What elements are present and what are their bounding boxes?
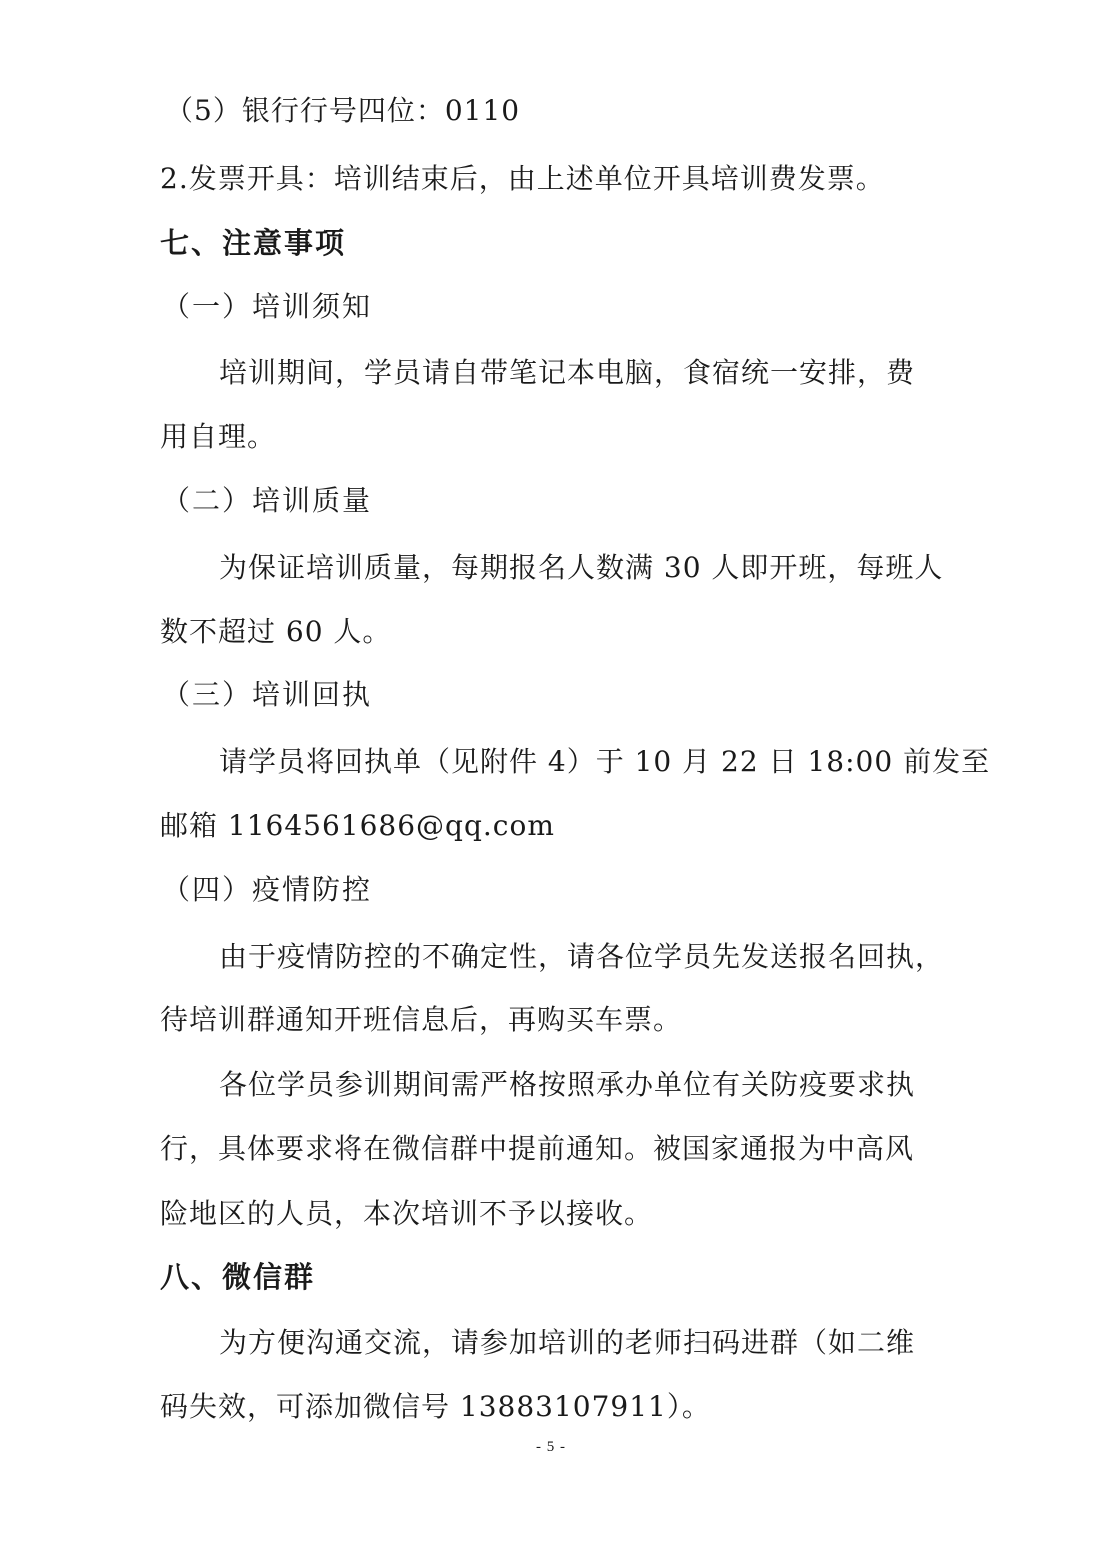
section-7-heading: 七、注意事项 (160, 226, 347, 260)
sub-4-paragraph-line: 待培训群通知开班信息后，再购买车票。 (160, 1003, 683, 1036)
section-8-paragraph-line: 码失效，可添加微信号 13883107911）。 (160, 1390, 711, 1423)
invoice-line: 2.发票开具：培训结束后，由上述单位开具培训费发票。 (160, 162, 885, 195)
sub-4-paragraph-line: 各位学员参训期间需严格按照承办单位有关防疫要求执 (219, 1068, 916, 1101)
sub-2-paragraph-line: 为保证培训质量，每期报名人数满 30 人即开班，每班人 (219, 551, 944, 584)
sub-2-heading: （二）培训质量 (162, 484, 373, 517)
sub-2-paragraph-line: 数不超过 60 人。 (160, 615, 392, 648)
sub-3-email-line: 邮箱 1164561686@qq.com (160, 809, 555, 842)
page-number: - 5 - (536, 1439, 566, 1455)
sub-4-paragraph-line: 由于疫情防控的不确定性，请各位学员先发送报名回执， (219, 940, 945, 973)
sub-1-paragraph-line: 用自理。 (160, 420, 277, 453)
sub-3-heading: （三）培训回执 (162, 678, 373, 711)
sub-4-heading: （四）疫情防控 (162, 873, 373, 906)
sub-1-heading: （一）培训须知 (162, 290, 373, 323)
sub-1-paragraph-line: 培训期间，学员请自带笔记本电脑，食宿统一安排，费 (219, 356, 916, 389)
bank-code-line: （5）银行行号四位：0110 (165, 94, 521, 127)
sub-3-paragraph-line: 请学员将回执单（见附件 4）于 10 月 22 日 18:00 前发至 (219, 745, 991, 778)
section-8-paragraph-line: 为方便沟通交流，请参加培训的老师扫码进群（如二维 (219, 1326, 916, 1359)
sub-4-paragraph-line: 行，具体要求将在微信群中提前通知。被国家通报为中高风 (160, 1132, 915, 1165)
section-8-heading: 八、微信群 (160, 1260, 316, 1294)
sub-4-paragraph-line: 险地区的人员，本次培训不予以接收。 (160, 1197, 654, 1230)
